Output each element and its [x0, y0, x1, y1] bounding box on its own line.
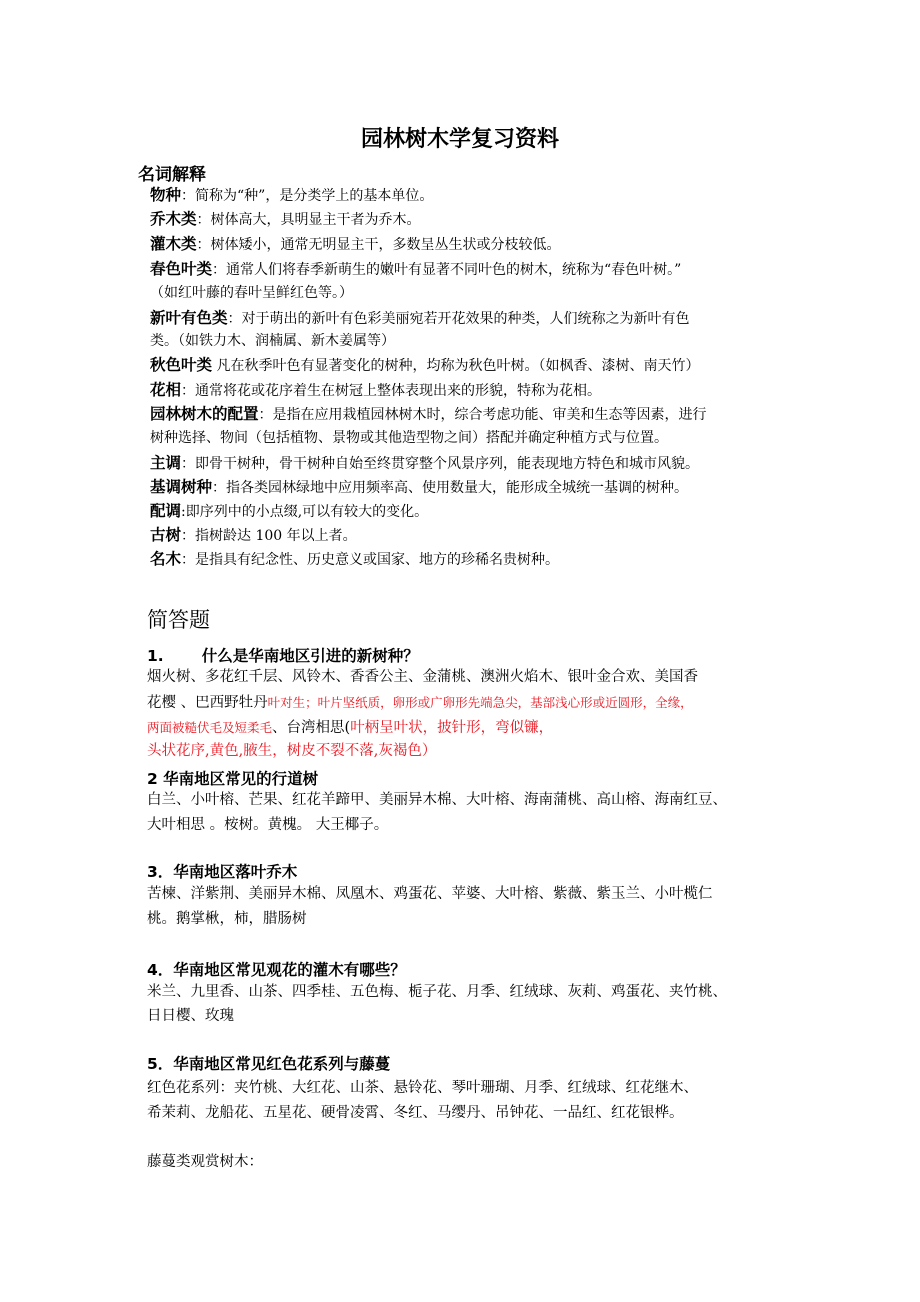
definition-text: 凡在秋季叶色有显著变化的树种，均称为秋色叶树。（如枫香、漆树、南天竹） [216, 358, 700, 374]
definition-continuation: 树种选择、物间（包括植物、景物或其他造型物之间）搭配并确定种植方式与位置。 [150, 430, 668, 446]
definition-text: 即序列中的小点缀,可以有较大的变化。 [185, 504, 429, 520]
definition-term: 主调 [150, 454, 182, 472]
answer-line: 烟火树、多花红千层、风铃木、香香公主、金蒲桃、澳洲火焰木、银叶金合欢、美国香 [147, 669, 698, 685]
definition-term: 基调树种 [150, 478, 213, 496]
definition-term: 春色叶类 [150, 260, 213, 278]
highlight-note: 叶柄呈叶状，披针形，弯似镰， [350, 720, 554, 736]
definition-item: 物种：简称为“种”，是分类学上的基本单位。 [150, 186, 434, 204]
definition-text: 是指在应用栽植园林树木时，综合考虑功能、审美和生态等因素，进行 [272, 407, 707, 423]
definition-item: 主调：即骨干树种，骨干树种自始至终贯穿整个风景序列，能表现地方特色和城市风貌。 [150, 454, 700, 472]
answer-line: 桃。鹅掌楸，柿，腊肠树 [147, 911, 307, 927]
definition-term: 古树 [150, 526, 182, 544]
definition-text: 简称为“种”，是分类学上的基本单位。 [195, 188, 434, 204]
definition-continuation: （如红叶藤的春叶呈鲜红色等。） [150, 285, 353, 301]
definition-term: 园林树木的配置 [150, 405, 259, 423]
highlight-note: 两面被糙伏毛及短柔毛 [147, 720, 273, 735]
definition-item: 古树：指树龄达 100 年以上者。 [150, 526, 357, 544]
definition-item: 花相：通常将花或花序着生在树冠上整体表现出来的形貌，特称为花相。 [150, 381, 602, 399]
definition-text: 通常将花或花序着生在树冠上整体表现出来的形貌，特称为花相。 [195, 383, 602, 399]
definition-term: 物种 [150, 186, 182, 204]
question-2: 2 华南地区常见的行道树 [147, 770, 319, 788]
answer-line: 花樱 、巴西野牡丹叶对生；叶片坚纸质，卵形或广卵形先端急尖，基部浅心形或近圆形，全缘， [147, 695, 693, 711]
definition-term: 花相 [150, 381, 182, 399]
definition-item: 基调树种：指各类园林绿地中应用频率高、使用数量大，能形成全城统一基调的树种。 [150, 478, 689, 496]
definition-item: 灌木类：树体矮小，通常无明显主干，多数呈丛生状或分枝较低。 [150, 235, 561, 253]
definition-item: 配调:即序列中的小点缀,可以有较大的变化。 [150, 502, 429, 520]
answer-line: 米兰、九里香、山茶、四季桂、五色梅、栀子花、月季、红绒球、灰莉、鸡蛋花、夹竹桃、 [147, 984, 727, 1000]
definition-text: 指树龄达 100 年以上者。 [195, 528, 357, 544]
definition-item: 名木：是指具有纪念性、历史意义或国家、地方的珍稀名贵树种。 [150, 550, 560, 568]
definition-item: 春色叶类：通常人们将春季新萌生的嫩叶有显著不同叶色的树木，统称为“春色叶树。” [150, 260, 682, 278]
definition-text: 指各类园林绿地中应用频率高、使用数量大，能形成全城统一基调的树种。 [226, 480, 689, 496]
answer-line: 红色花系列：夹竹桃、大红花、山茶、悬铃花、琴叶珊瑚、月季、红绒球、红花继木、 [147, 1080, 698, 1096]
question-3: 3．华南地区落叶乔木 [147, 863, 298, 881]
definition-continuation: 类。（如铁力木、润楠属、新木姜属等） [150, 333, 395, 349]
definition-term: 乔木类 [150, 210, 197, 228]
answer-line: 两面被糙伏毛及短柔毛、台湾相思(叶柄呈叶状，披针形，弯似镰， [147, 720, 554, 736]
definition-term: 名木 [150, 550, 182, 568]
highlight-note: 叶对生；叶片坚纸质，卵形或广卵形先端急尖，基部浅心形或近圆形，全缘， [267, 695, 693, 710]
definition-term: 新叶有色类 [150, 309, 228, 327]
definition-item [150, 355, 699, 376]
answer-line: 大叶相思 。桉树。黄槐。 大王椰子。 [147, 817, 389, 833]
definition-text: 树体矮小，通常无明显主干，多数呈丛生状或分枝较低。 [210, 237, 561, 253]
page-title: 园林树木学复习资料 [360, 127, 559, 152]
definition-term: 灌木类 [150, 235, 197, 253]
definition-item: 新叶有色类：对于萌出的新叶有色彩美丽宛若开花效果的种类，人们统称之为新叶有色 [150, 309, 690, 327]
answer-line: 白兰、小叶榕、芒果、红花羊蹄甲、美丽异木棉、大叶榕、海南蒲桃、高山榕、海南红豆、 [147, 792, 727, 808]
definition-text: 树体高大，具明显主干者为乔木。 [210, 212, 421, 228]
question-4: 4．华南地区常见观花的灌木有哪些？ [147, 961, 406, 979]
answer-line: 日日樱、玫瑰 [147, 1008, 234, 1024]
definition-term: 秋色叶类 [150, 356, 213, 374]
question-1: 1. 什么是华南地区引进的新树种？ [147, 647, 419, 665]
definition-text: 对于萌出的新叶有色彩美丽宛若开花效果的种类，人们统称之为新叶有色 [241, 311, 690, 327]
highlight-note: 头状花序,黄色,腋生，树皮不裂不落,灰褐色） [147, 743, 437, 759]
definition-item: 园林树木的配置：是指在应用栽植园林树木时，综合考虑功能、审美和生态等因素，进行 [150, 405, 707, 423]
section-heading-short-answer: 简答题 [147, 608, 210, 632]
answer-line: 苦楝、洋紫荆、美丽异木棉、凤凰木、鸡蛋花、苹婆、大叶榕、紫薇、紫玉兰、小叶榄仁 [147, 886, 713, 902]
section-heading-definitions: 名词解释 [138, 165, 206, 185]
answer-line: 藤蔓类观赏树木： [147, 1154, 263, 1170]
definition-term: 配调 [150, 502, 182, 520]
definition-text: 即骨干树种，骨干树种自始至终贯穿整个风景序列，能表现地方特色和城市风貌。 [195, 456, 700, 472]
answer-line: 希茉莉、龙船花、五星花、硬骨凌霄、冬红、马缨丹、吊钟花、一品红、红花银桦。 [147, 1105, 684, 1121]
definition-item: 乔木类：树体高大，具明显主干者为乔木。 [150, 210, 421, 228]
definition-text: 是指具有纪念性、历史意义或国家、地方的珍稀名贵树种。 [195, 552, 560, 568]
definition-text: 通常人们将春季新萌生的嫩叶有显著不同叶色的树木，统称为“春色叶树。” [226, 262, 682, 278]
question-5: 5．华南地区常见红色花系列与藤蔓 [147, 1055, 391, 1073]
